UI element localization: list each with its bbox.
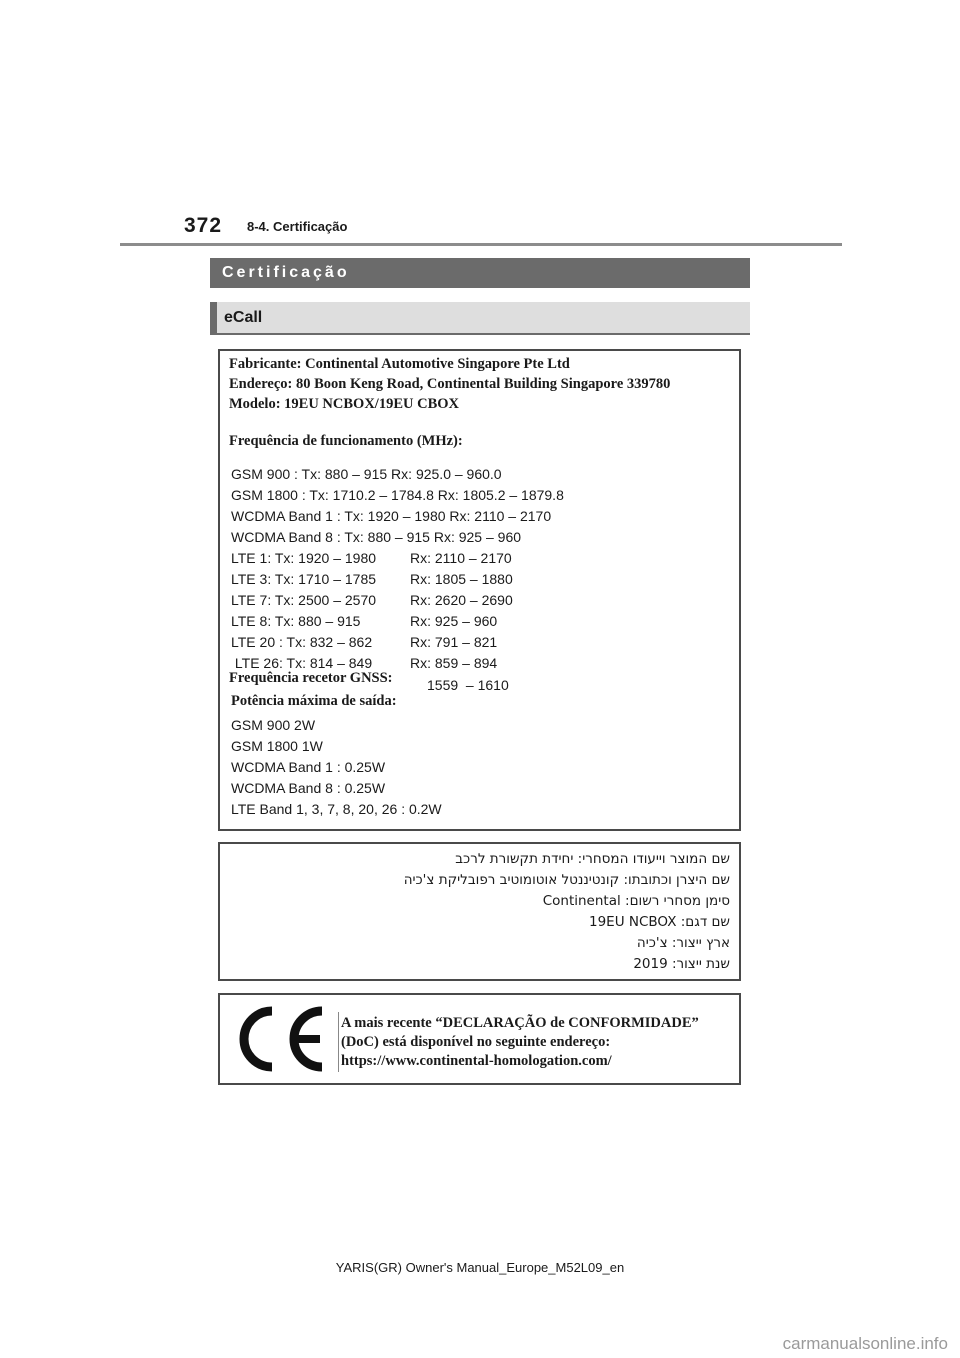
lte-tx: LTE 1: Tx: 1920 – 1980	[231, 550, 377, 566]
power-line: GSM 1800 1W	[231, 738, 323, 754]
lte-rx: Rx: 2110 – 2170	[410, 550, 512, 566]
lte-tx: LTE 3: Tx: 1710 – 1785	[231, 571, 377, 587]
frequency-heading: Frequência de funcionamento (MHz):	[229, 433, 463, 449]
gnss-value: 1559 – 1610	[427, 677, 509, 693]
model-line: Modelo: 19EU NCBOX/19EU CBOX	[229, 396, 459, 412]
section-title-bar: Certificação	[210, 258, 750, 288]
subsection-title-bar: eCall	[210, 302, 750, 335]
lte-tx: LTE 8: Tx: 880 – 915	[231, 613, 361, 629]
hebrew-line: שם המוצר וייעודו המסחרי: יחידת תקשורת לרכב	[455, 851, 730, 867]
manufacturer-line: Fabricante: Continental Automotive Singapore Pte Ltd	[229, 356, 570, 372]
declaration-line: (DoC) está disponível no seguinte endereço:	[341, 1034, 611, 1050]
power-line: GSM 900 2W	[231, 717, 316, 733]
power-line: LTE Band 1, 3, 7, 8, 20, 26 : 0.2W	[231, 801, 442, 817]
power-line: WCDMA Band 8 : 0.25W	[231, 780, 386, 796]
hebrew-line: סימן מסחרי רשום: Continental	[542, 893, 730, 909]
power-line: WCDMA Band 1 : 0.25W	[231, 759, 386, 775]
declaration-url[interactable]: https://www.continental-homologation.com/	[341, 1053, 612, 1069]
lte-tx: LTE 7: Tx: 2500 – 2570	[231, 592, 377, 608]
lte-rx: Rx: 1805 – 1880	[410, 571, 513, 587]
lte-rx: Rx: 859 – 894	[410, 655, 498, 671]
lte-rx: Rx: 2620 – 2690	[410, 592, 513, 608]
hebrew-line: שם היצרן וכתובתו: קונטיננטל אוטומוטיב רפובליקת צ'כיה	[403, 872, 730, 888]
site-watermark: carmanualsonline.info	[782, 1334, 948, 1353]
freq-line: WCDMA Band 1 : Tx: 1920 – 1980 Rx: 2110 – 2170	[231, 508, 552, 524]
lte-tx: LTE 26: Tx: 814 – 849	[231, 655, 373, 671]
freq-line: GSM 1800 : Tx: 1710.2 – 1784.8 Rx: 1805.2 – 1879.8	[231, 487, 564, 503]
gnss-label: Frequência recetor GNSS:	[229, 670, 393, 686]
freq-line: WCDMA Band 8 : Tx: 880 – 915 Rx: 925 – 960	[231, 529, 522, 545]
lte-rx: Rx: 925 – 960	[410, 613, 498, 629]
section-reference: 8-4. Certificação	[247, 219, 348, 234]
hebrew-line: ארץ ייצור: צ'כיה	[636, 935, 730, 951]
ce-mark-icon	[232, 1005, 330, 1073]
header-divider	[120, 243, 842, 246]
document-footer: YARIS(GR) Owner's Manual_Europe_M52L09_en	[335, 1260, 625, 1275]
freq-line: GSM 900 : Tx: 880 – 915 Rx: 925.0 – 960.0	[231, 466, 502, 482]
lte-tx: LTE 20 : Tx: 832 – 862	[231, 634, 373, 650]
hebrew-line: שנת ייצור: 2019	[633, 956, 730, 972]
lte-rx: Rx: 791 – 821	[410, 634, 498, 650]
declaration-line: A mais recente “DECLARAÇÃO de CONFORMIDADE”	[341, 1015, 699, 1031]
address-line: Endereço: 80 Boon Keng Road, Continental Building Singapore 339780	[229, 376, 671, 392]
power-heading: Potência máxima de saída:	[231, 693, 397, 709]
ce-text-divider	[338, 1012, 339, 1072]
page-number: 372	[184, 214, 223, 237]
hebrew-line: שם דגם: 19EU NCBOX	[589, 914, 730, 930]
